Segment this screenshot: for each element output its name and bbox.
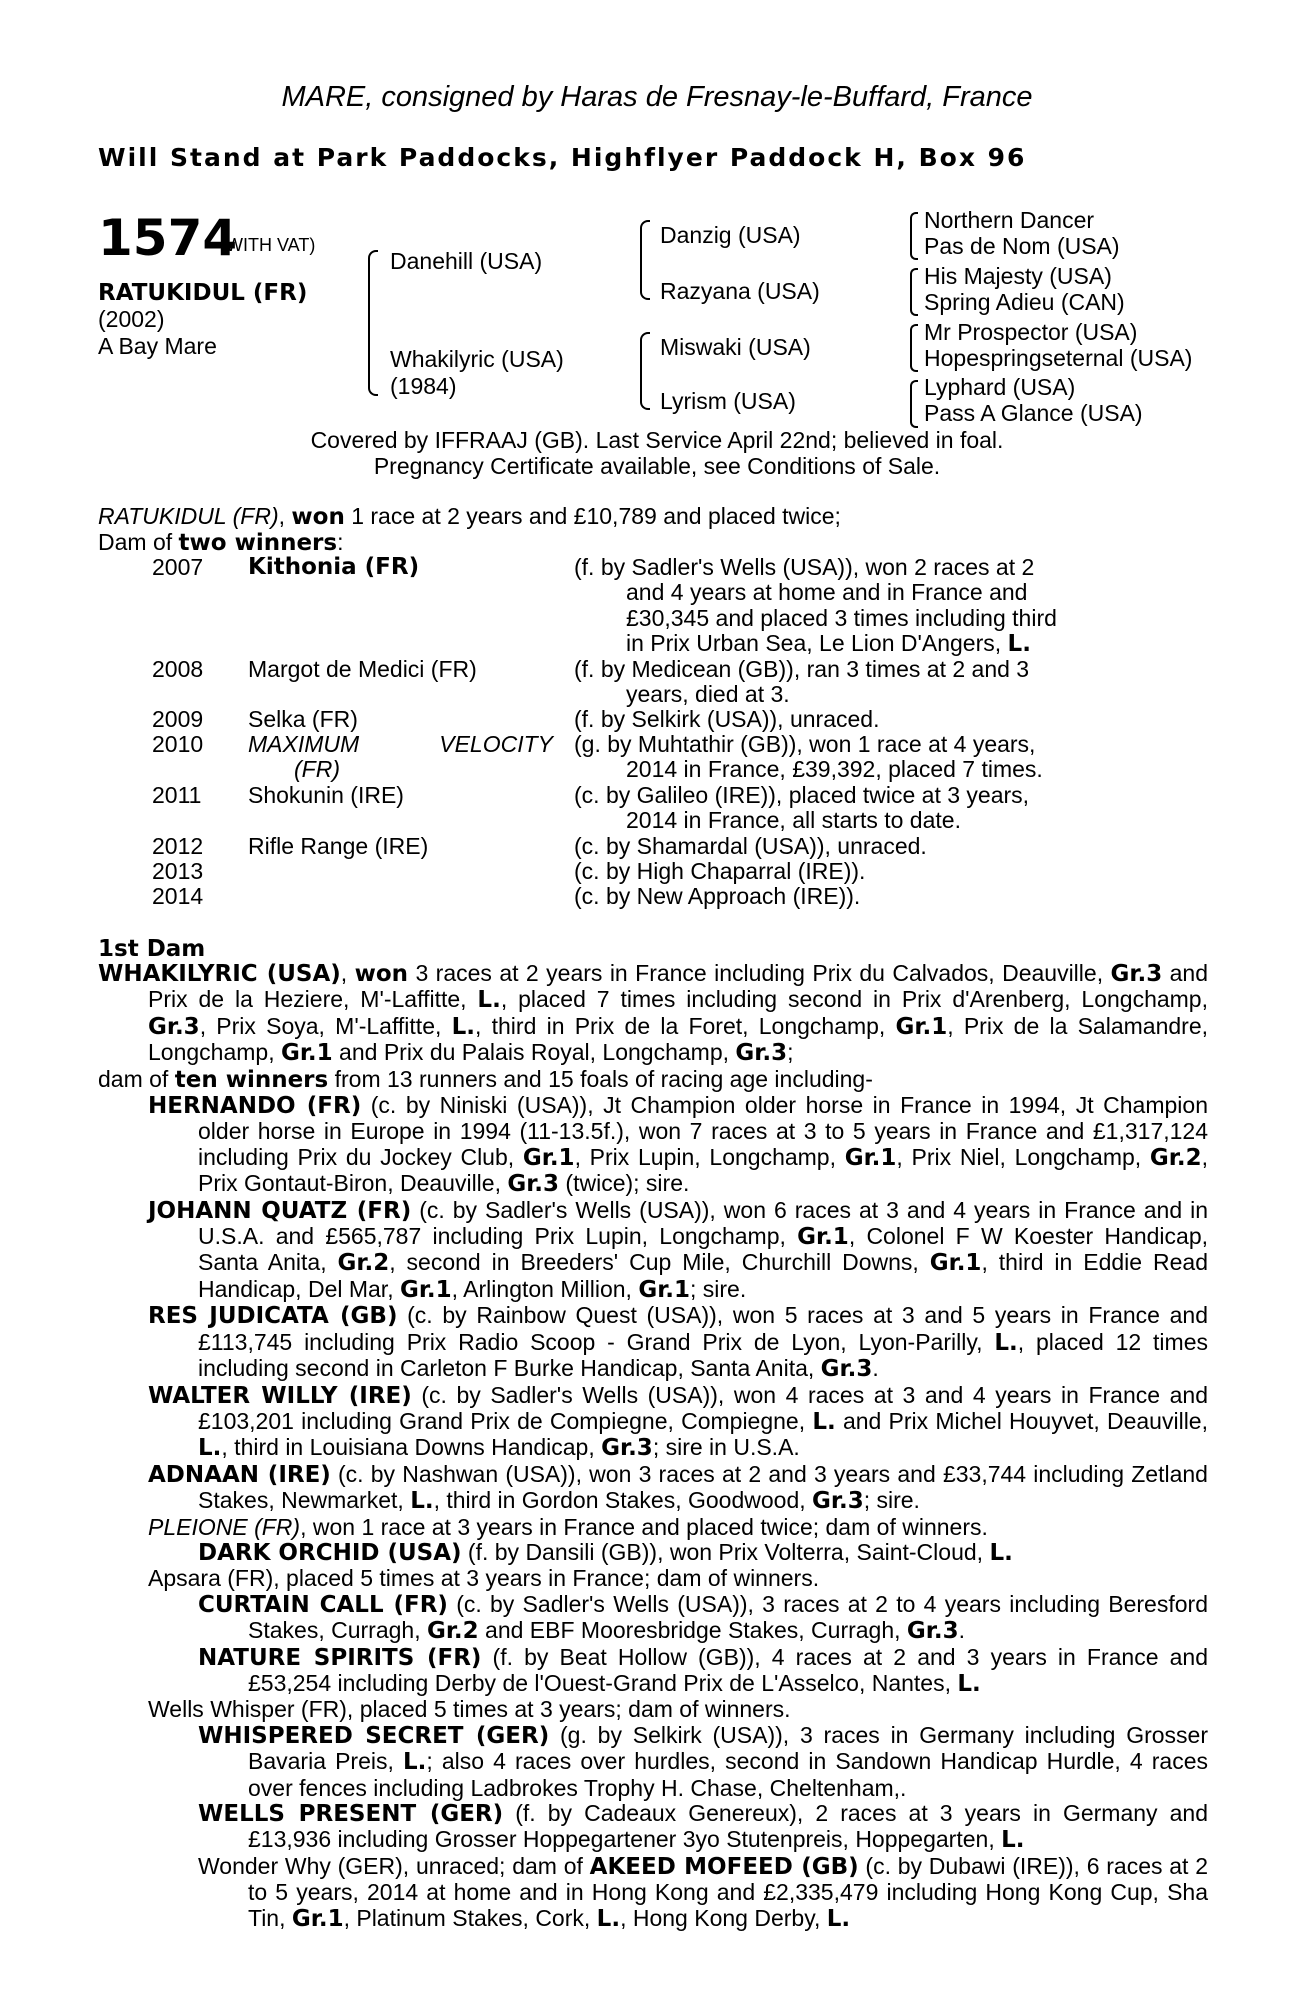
text: ; bbox=[787, 1039, 794, 1066]
text: , Platinum Stakes, Cork, bbox=[343, 1904, 597, 1931]
grade-label: Gr.2 bbox=[426, 1618, 479, 1645]
ped-dss: Mr Prospector (USA) bbox=[924, 319, 1138, 345]
detail-line: (c. by Shamardal (USA)), unraced. bbox=[574, 833, 927, 859]
dam-of-colon: : bbox=[337, 529, 344, 555]
text: , Arlington Million, bbox=[451, 1275, 639, 1302]
grade-label: L. bbox=[994, 1329, 1018, 1356]
grade-label: Gr.3 bbox=[507, 1171, 560, 1198]
first-dam-section bbox=[98, 961, 1208, 1932]
grade-label: Gr.1 bbox=[895, 1013, 948, 1040]
text: , won 1 race at 3 years in France and placed twice; dam of winners. bbox=[300, 1513, 988, 1540]
ped-dsd: Hopespringseternal (USA) bbox=[924, 345, 1193, 371]
detail-line: years, died at 3. bbox=[626, 681, 790, 708]
progeny-entry bbox=[148, 1303, 1208, 1382]
produce-name: Kithonia (FR) bbox=[248, 554, 420, 580]
dam-of-text: Dam of bbox=[98, 529, 179, 555]
detail-line: 2014 in France, £39,392, placed 7 times. bbox=[626, 756, 1043, 783]
produce-year: 2010 bbox=[152, 731, 204, 757]
text: (twice); sire. bbox=[559, 1170, 690, 1197]
grade-label: L. bbox=[198, 1435, 222, 1462]
text: (f. by Cadeaux Genereux), 2 races at 3 years in Germany and £13,936 including Grosser Hoppegartener 3yo Stutenpreis, Hoppegarten, bbox=[248, 1800, 1208, 1853]
text: (c. by Sadler's Wells (USA)), 3 races at 2 to 4 years including Beresford Stakes, Curragh, bbox=[248, 1590, 1208, 1644]
text: , Prix Soya, M'-Laffitte, bbox=[199, 1012, 452, 1039]
winners-count: ten winners bbox=[174, 1066, 329, 1093]
text: Wonder Why (GER), unraced; dam of bbox=[198, 1852, 590, 1879]
grade-label: Gr.3 bbox=[148, 1013, 200, 1040]
progeny-entry bbox=[148, 1515, 1208, 1540]
grandprogeny-entry bbox=[198, 1723, 1208, 1801]
text: , third in Louisiana Downs Handicap, bbox=[221, 1434, 602, 1461]
grandprogeny-entry bbox=[198, 1801, 1208, 1854]
grade-label: Gr.3 bbox=[906, 1618, 959, 1645]
detail-line: (f. by Sadler's Wells (USA)), won 2 races at 2 bbox=[574, 554, 1035, 580]
ped-dds: Lyphard (USA) bbox=[924, 374, 1076, 400]
text: . bbox=[958, 1617, 965, 1644]
produce-details bbox=[574, 884, 1122, 909]
grade-label: L. bbox=[402, 1749, 427, 1776]
text: , third in Eddie Read Handicap, Del Mar, bbox=[198, 1249, 1209, 1302]
ped-sire: Danehill (USA) bbox=[390, 248, 543, 274]
produce-name: Margot de Medici (FR) bbox=[248, 656, 477, 682]
horse-year: (2002) bbox=[98, 306, 165, 332]
text: , Prix Lupin, Longchamp, bbox=[574, 1143, 845, 1170]
grade-label: Gr.1 bbox=[844, 1144, 897, 1171]
produce-details bbox=[574, 555, 1122, 658]
progeny-name: CURTAIN CALL (FR) bbox=[198, 1591, 448, 1618]
text: and Prix Michel Houyvet, Deauville, bbox=[835, 1407, 1208, 1434]
text: , Hong Kong Derby, bbox=[620, 1904, 827, 1931]
grade-label: Gr.1 bbox=[929, 1250, 982, 1277]
detail-line: and 4 years at home and in France and bbox=[626, 579, 1028, 606]
ped-dam-sire: Miswaki (USA) bbox=[660, 334, 811, 360]
pregnancy-line: Pregnancy Certificate available, see Conditions of Sale. bbox=[373, 453, 941, 479]
text: , placed 7 times including second in Prix d'Arenberg, Longchamp, bbox=[500, 986, 1208, 1013]
grade-label: L. bbox=[957, 1670, 981, 1697]
grade-label: L. bbox=[1007, 631, 1031, 658]
grandprogeny-entry bbox=[148, 1854, 1208, 1932]
ped-sire-sire: Danzig (USA) bbox=[660, 222, 801, 248]
progeny-name: PLEIONE (FR) bbox=[148, 1513, 301, 1540]
text: ; sire in U.S.A. bbox=[652, 1434, 800, 1461]
progeny-name: HERNANDO (FR) bbox=[148, 1093, 362, 1120]
text: Apsara (FR), placed 5 times at 3 years in France; dam of winners. bbox=[148, 1565, 820, 1592]
won-label: won bbox=[354, 961, 409, 987]
brace-gen3-1 bbox=[910, 212, 918, 260]
progeny-name: RES JUDICATA (GB) bbox=[148, 1303, 398, 1330]
progeny-entry bbox=[148, 1198, 1208, 1304]
grade-label: L. bbox=[410, 1488, 434, 1515]
produce-year: 2007 bbox=[152, 554, 204, 580]
grade-label: Gr.2 bbox=[337, 1250, 390, 1277]
horse-name: RATUKIDUL (FR) bbox=[98, 280, 308, 306]
grade-label: Gr.3 bbox=[812, 1488, 864, 1515]
detail-text: in Prix Urban Sea, Le Lion D'Angers, bbox=[626, 630, 1008, 657]
grade-label: L. bbox=[826, 1905, 851, 1932]
progeny-entry bbox=[148, 1383, 1208, 1462]
text: , Prix Niel, Longchamp, bbox=[896, 1143, 1150, 1170]
stand-location: Will Stand at Park Paddocks, Highflyer Paddock H, Box 96 bbox=[98, 143, 1027, 172]
grade-label: Gr.3 bbox=[820, 1356, 873, 1383]
brace-gen1 bbox=[368, 250, 378, 396]
text: , placed 12 times including second in Carleton F Burke Handicap, Santa Anita, bbox=[198, 1328, 1208, 1382]
progeny-name: DARK ORCHID (USA) bbox=[198, 1539, 462, 1566]
ped-ddd: Pass A Glance (USA) bbox=[924, 400, 1143, 426]
intro-horse: RATUKIDUL (FR) bbox=[98, 503, 279, 529]
text: (f. by Dansili (GB)), won Prix Volterra, Saint-Cloud, bbox=[461, 1538, 990, 1565]
dam-record bbox=[98, 961, 1208, 1067]
progeny-name: NATURE SPIRITS (FR) bbox=[198, 1644, 482, 1671]
progeny-entry bbox=[148, 1093, 1208, 1198]
text: dam of bbox=[98, 1065, 175, 1092]
dam-name: WHAKILYRIC (USA) bbox=[98, 961, 341, 987]
produce-name: Selka (FR) bbox=[248, 706, 358, 732]
grade-label: L. bbox=[596, 1905, 621, 1932]
page-title: MARE, consigned by Haras de Fresnay-le-Buffard, France bbox=[281, 81, 1033, 113]
progeny-name: WELLS PRESENT (GER) bbox=[198, 1801, 504, 1827]
produce-name bbox=[248, 732, 553, 783]
produce-year: 2011 bbox=[152, 782, 202, 808]
ped-dam: Whakilyric (USA) bbox=[390, 346, 564, 372]
text: (f. by Beat Hollow (GB)), 4 races at 2 and 3 years in France and £53,254 including Derby de l'Ouest-Grand Prix de L'Asselco, Nantes, bbox=[248, 1643, 1208, 1696]
text: . bbox=[872, 1355, 879, 1382]
produce-year: 2008 bbox=[152, 656, 204, 682]
dam-of-line bbox=[98, 529, 344, 556]
ped-sire-dam: Razyana (USA) bbox=[660, 278, 820, 304]
brace-gen2-dam bbox=[640, 332, 650, 410]
text: Wells Whisper (FR), placed 5 times at 3 years; dam of winners. bbox=[148, 1696, 791, 1723]
ped-dam-dam: Lyrism (USA) bbox=[660, 388, 796, 414]
text: ; sire. bbox=[690, 1275, 747, 1302]
grade-label: L. bbox=[812, 1408, 836, 1435]
produce-details bbox=[574, 834, 1122, 859]
detail-line: (g. by Muhtathir (GB)), won 1 race at 4 years, bbox=[574, 731, 1036, 757]
text: (c. by Dubawi (IRE)), 6 races at 2 to 5 years, 2014 at home and in Hong Kong and £2,335,479 including Hong Kong Cup, Sha Tin, bbox=[248, 1852, 1208, 1931]
first-dam-heading: 1st Dam bbox=[98, 936, 206, 962]
grade-label: Gr.2 bbox=[1149, 1144, 1202, 1171]
text: (g. by Selkirk (USA)), 3 races in Germany including Grosser Bavaria Preis, bbox=[248, 1721, 1208, 1775]
grade-label: L. bbox=[477, 987, 501, 1014]
text: ; sire. bbox=[863, 1487, 920, 1514]
text: and EBF Mooresbridge Stakes, Curragh, bbox=[478, 1617, 907, 1644]
produce-year: 2009 bbox=[152, 706, 204, 732]
detail-line: (c. by New Approach (IRE)). bbox=[574, 883, 861, 909]
name-part: MAXIMUM bbox=[248, 731, 360, 757]
detail-line: 2014 in France, all starts to date. bbox=[626, 807, 961, 834]
produce-details bbox=[574, 707, 1122, 732]
text: (c. by Sadler's Wells (USA)), won 4 races at 3 and 4 years in France and £103,201 including Grand Prix de Compiegne, Compiegne, bbox=[198, 1381, 1208, 1434]
produce-details bbox=[574, 657, 1122, 708]
produce-details bbox=[574, 783, 1122, 834]
produce-details bbox=[574, 859, 1122, 884]
text: (c. by Sadler's Wells (USA)), won 6 races at 3 and 4 years in France and in U.S.A. and £565,787 including Prix Lupin, Longchamp, bbox=[198, 1196, 1208, 1250]
grade-label: L. bbox=[989, 1539, 1013, 1566]
grade-label: Gr.3 bbox=[735, 1040, 788, 1067]
horse-description: A Bay Mare bbox=[98, 333, 217, 359]
progeny-entry bbox=[148, 1462, 1208, 1515]
grade-label: Gr.1 bbox=[280, 1040, 333, 1067]
grade-label: L. bbox=[1001, 1827, 1025, 1854]
detail-line: (f. by Medicean (GB)), ran 3 times at 2 and 3 bbox=[574, 656, 1030, 682]
text: , third in Gordon Stakes, Goodwood, bbox=[433, 1487, 813, 1514]
text: , Prix Gontaut-Biron, Deauville, bbox=[198, 1143, 1208, 1197]
text: , third in Prix de la Foret, Longchamp, bbox=[475, 1012, 896, 1039]
name-part: (FR) bbox=[294, 756, 340, 783]
detail-line: (c. by High Chaparral (IRE)). bbox=[574, 858, 866, 884]
ped-ssd: Pas de Nom (USA) bbox=[924, 233, 1120, 259]
progeny-name: WHISPERED SECRET (GER) bbox=[198, 1722, 550, 1749]
detail-line: (c. by Galileo (IRE)), placed twice at 3 years, bbox=[574, 782, 1030, 808]
text: and Prix de la Heziere, M'-Laffitte, bbox=[148, 960, 1208, 1013]
winners-count: two winners bbox=[178, 530, 338, 556]
brace-gen3-3 bbox=[910, 324, 918, 372]
dam-of-summary bbox=[98, 1067, 1208, 1093]
text: (c. by Niniski (USA)), Jt Champion older horse in France in 1994, Jt Champion older horse in Europe in 1994 (11-13.5f.), won 7 races at 3 to 5 years in France and £1,317,124 including Prix du Jockey Club, bbox=[198, 1092, 1208, 1170]
text: and Prix du Palais Royal, Longchamp, bbox=[332, 1039, 736, 1066]
text: , Colonel F W Koester Handicap, Santa Anita, bbox=[198, 1223, 1208, 1276]
text: from 13 runners and 15 foals of racing age including- bbox=[328, 1065, 873, 1092]
detail-line bbox=[574, 631, 1122, 657]
intro-line: RATUKIDUL (FR), won 1 race at 2 years and £10,789 and placed twice; bbox=[98, 503, 841, 530]
text: , Prix de la Salamandre, Longchamp, bbox=[148, 1012, 1208, 1066]
lot-number: 1574 bbox=[98, 209, 238, 267]
grade-label: Gr.1 bbox=[399, 1276, 452, 1303]
detail-line: (f. by Selkirk (USA)), unraced. bbox=[574, 706, 880, 732]
grade-label: Gr.1 bbox=[291, 1905, 344, 1932]
progeny-entry bbox=[148, 1697, 1208, 1722]
brace-gen2-sire bbox=[640, 220, 650, 300]
text: , second in Breeders' Cup Mile, Churchill Downs, bbox=[389, 1249, 930, 1276]
progeny-name: ADNAAN (IRE) bbox=[148, 1461, 331, 1488]
intro-rest: 1 race at 2 years and £10,789 and placed twice; bbox=[344, 503, 841, 529]
grade-label: Gr.1 bbox=[638, 1276, 690, 1303]
progeny-entry bbox=[148, 1566, 1208, 1591]
produce-details bbox=[574, 732, 1122, 783]
text: (c. by Nashwan (USA)), won 3 races at 2 and 3 years and £33,744 including Zetland Stakes, Newmarket, bbox=[198, 1460, 1208, 1514]
grade-label: L. bbox=[451, 1013, 476, 1040]
produce-year: 2013 bbox=[152, 858, 204, 884]
text: , bbox=[340, 960, 355, 986]
ped-sss: Northern Dancer bbox=[924, 207, 1095, 233]
progeny-name: WALTER WILLY (IRE) bbox=[148, 1382, 412, 1409]
intro-won: won bbox=[291, 504, 345, 530]
produce-year: 2014 bbox=[152, 883, 204, 909]
progeny-name: JOHANN QUATZ (FR) bbox=[148, 1197, 412, 1224]
ped-sdd: Spring Adieu (CAN) bbox=[924, 289, 1125, 315]
ped-sds: His Majesty (USA) bbox=[924, 263, 1112, 289]
grade-label: Gr.3 bbox=[1110, 961, 1163, 987]
ped-dam-year: (1984) bbox=[390, 373, 457, 399]
brace-gen3-4 bbox=[910, 380, 918, 428]
produce-name: Rifle Range (IRE) bbox=[248, 833, 429, 859]
grade-label: Gr.1 bbox=[797, 1224, 849, 1251]
grade-label: Gr.3 bbox=[601, 1435, 653, 1462]
detail-line: £30,345 and placed 3 times including third bbox=[626, 604, 1057, 631]
brace-gen3-2 bbox=[910, 268, 918, 316]
produce-year: 2012 bbox=[152, 833, 204, 859]
grandprogeny-entry bbox=[198, 1592, 1208, 1645]
produce-name: Shokunin (IRE) bbox=[248, 782, 404, 808]
progeny-name: AKEED MOFEED (GB) bbox=[589, 1853, 859, 1880]
grandprogeny-entry bbox=[198, 1645, 1208, 1698]
text: (c. by Rainbow Quest (USA)), won 5 races at 3 and 5 years in France and £113,745 including Prix Radio Scoop - Grand Prix de Lyon, Lyon-Parilly, bbox=[198, 1302, 1208, 1355]
text: 3 races at 2 years in France including Prix du Calvados, Deauville, bbox=[408, 960, 1111, 986]
grade-label: Gr.1 bbox=[522, 1144, 575, 1171]
text: ; also 4 races over hurdles, second in Sandown Handicap Hurdle, 4 races over fences including Ladbrokes Trophy H. Chase, Cheltenham,. bbox=[248, 1748, 1208, 1801]
vat-label: (WITH VAT) bbox=[220, 235, 316, 255]
name-part: VELOCITY bbox=[439, 731, 553, 757]
grandprogeny-entry bbox=[198, 1540, 1208, 1566]
covered-line: Covered by IFFRAAJ (GB). Last Service April 22nd; believed in foal. bbox=[310, 427, 1004, 453]
